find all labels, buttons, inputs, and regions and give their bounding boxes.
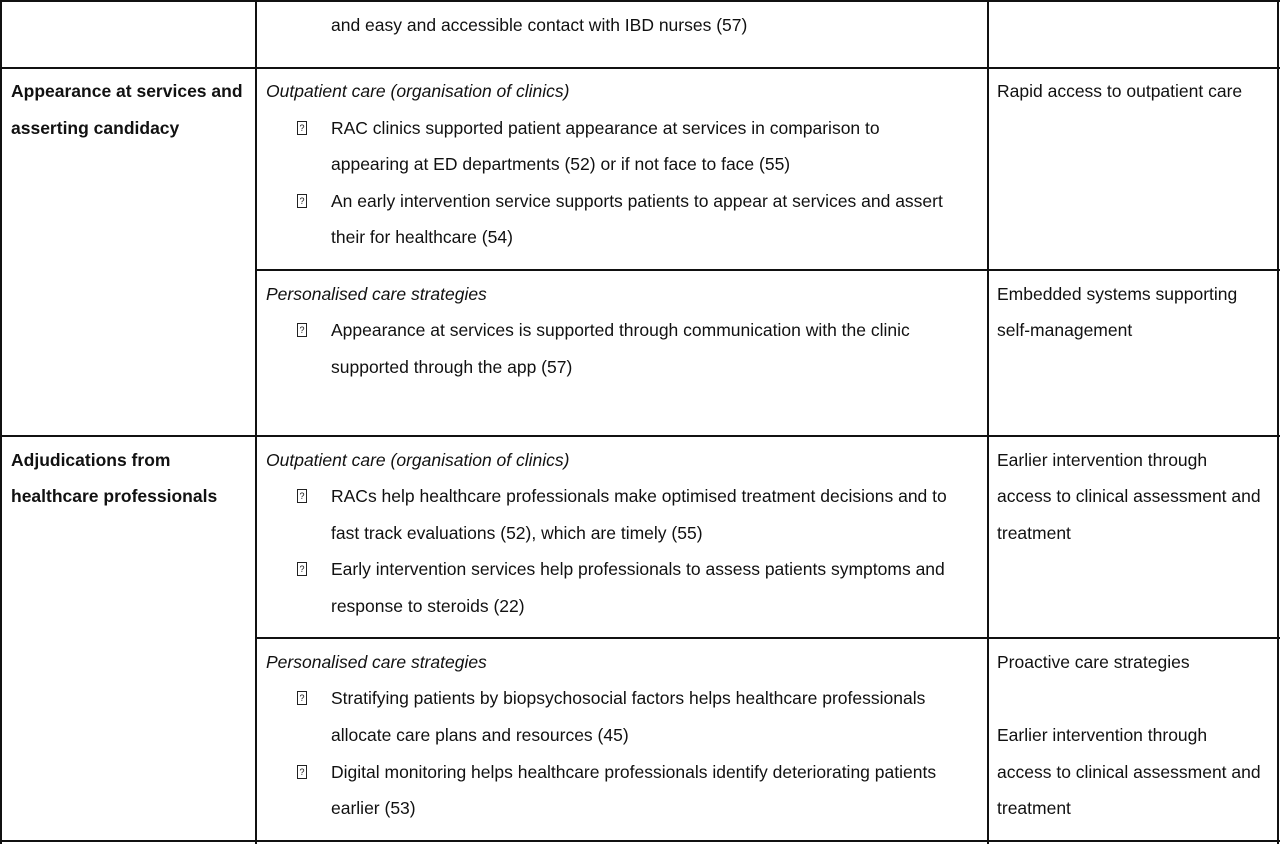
evidence-text: Appearance at services is supported through communication with the clinic	[331, 320, 910, 340]
outcome-text: Proactive care strategies	[997, 652, 1190, 672]
outcome-text: Earlier intervention through	[997, 725, 1208, 745]
outcome-text: access to clinical assessment and	[997, 486, 1261, 506]
evidence-text: fast track evaluations (52), which are timely (55)	[331, 523, 703, 543]
row-divider-1	[0, 67, 1280, 69]
table-border-bottom	[0, 840, 1280, 842]
bullet-icon: ?	[297, 765, 307, 779]
table-border-top	[0, 0, 1280, 2]
evidence-text: response to steroids (22)	[331, 596, 525, 616]
row-divider-subrow-1	[255, 269, 1280, 271]
table-border-left	[0, 0, 2, 844]
row-divider-subrow-2	[255, 637, 1280, 639]
row-divider-2	[0, 435, 1280, 437]
evidence-text: Stratifying patients by biopsychosocial factors helps healthcare professionals	[331, 688, 926, 708]
evidence-text: allocate care plans and resources (45)	[331, 725, 629, 745]
bullet-icon: ?	[297, 121, 307, 135]
evidence-text: their for healthcare (54)	[331, 227, 513, 247]
bullet-icon: ?	[297, 562, 307, 576]
outcome-text: Rapid access to outpatient care	[997, 81, 1243, 101]
outcome-text: Earlier intervention through	[997, 450, 1208, 470]
theme-label: healthcare professionals	[11, 486, 218, 506]
bullet-icon: ?	[297, 323, 307, 337]
bullet-icon: ?	[297, 194, 307, 208]
continued-evidence-line: and easy and accessible contact with IBD nurses (57)	[331, 15, 748, 35]
outcome-text: self-management	[997, 320, 1133, 340]
evidence-text: appearing at ED departments (52) or if not face to face (55)	[331, 154, 791, 174]
subrow-heading: Personalised care strategies	[266, 284, 487, 304]
evidence-text: earlier (53)	[331, 798, 416, 818]
subrow-heading: Outpatient care (organisation of clinics)	[266, 81, 570, 101]
subrow-heading: Outpatient care (organisation of clinics)	[266, 450, 570, 470]
column-divider-2	[987, 0, 989, 844]
theme-label: Appearance at services and	[11, 81, 243, 101]
evidence-text: Digital monitoring helps healthcare professionals identify deteriorating patients	[331, 762, 937, 782]
subrow-heading: Personalised care strategies	[266, 652, 487, 672]
table-border-right	[1277, 0, 1279, 844]
outcome-text: treatment	[997, 523, 1071, 543]
bullet-icon: ?	[297, 691, 307, 705]
evidence-text: RACs help healthcare professionals make optimised treatment decisions and to	[331, 486, 947, 506]
theme-label: asserting candidacy	[11, 118, 180, 138]
bullet-icon: ?	[297, 489, 307, 503]
evidence-text: Early intervention services help professionals to assess patients symptoms and	[331, 559, 945, 579]
evidence-text: RAC clinics supported patient appearance at services in comparison to	[331, 118, 880, 138]
outcome-text: Embedded systems supporting	[997, 284, 1238, 304]
theme-label: Adjudications from	[11, 450, 171, 470]
column-divider-1	[255, 0, 257, 844]
evidence-text: An early intervention service supports patients to appear at services and assert	[331, 191, 943, 211]
outcome-text: access to clinical assessment and	[997, 762, 1261, 782]
outcome-text: treatment	[997, 798, 1071, 818]
evidence-text: supported through the app (57)	[331, 357, 573, 377]
